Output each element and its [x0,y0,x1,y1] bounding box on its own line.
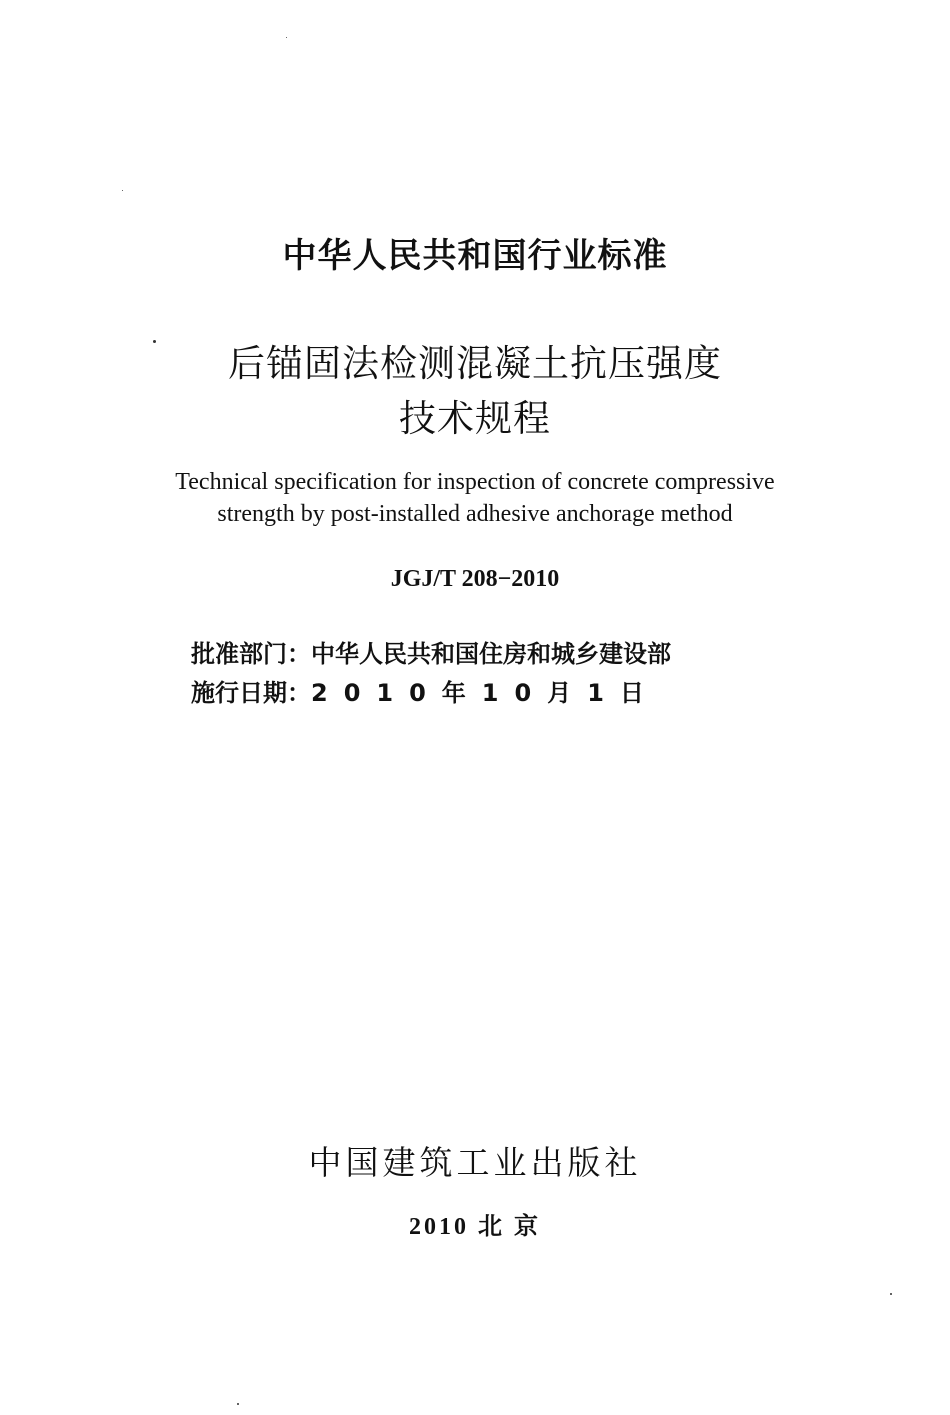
publisher-name: 中国建筑工业出版社 [308,1143,642,1182]
chinese-title-line-2: 技术规程 [399,397,551,440]
approval-value: 中华人民共和国住房和城乡建设部 [311,640,671,668]
scan-speck [237,1403,239,1405]
scan-speck [122,190,123,191]
approval-label: 批准部门： [191,640,311,668]
effective-date-line [191,673,751,708]
english-title-line-1: Technical specification for inspection of concrete compressive [175,469,775,495]
approval-department-line [191,634,751,669]
publication-year-place: 2010 北 京 [409,1214,541,1240]
scan-speck [286,37,287,38]
standard-code: JGJ/T 208−2010 [390,566,560,592]
standard-category-heading: 中华人民共和国行业标准 [282,236,668,276]
english-title-line-2: strength by post-installed adhesive anchorage method [217,501,733,527]
scan-speck [890,1293,892,1295]
effective-date-label: 施行日期： [191,679,311,707]
chinese-title-line-1: 后锚固法检测混凝土抗压强度 [228,342,722,385]
effective-date-value: 2010年10月1日 [311,679,660,707]
scan-speck [153,340,156,343]
